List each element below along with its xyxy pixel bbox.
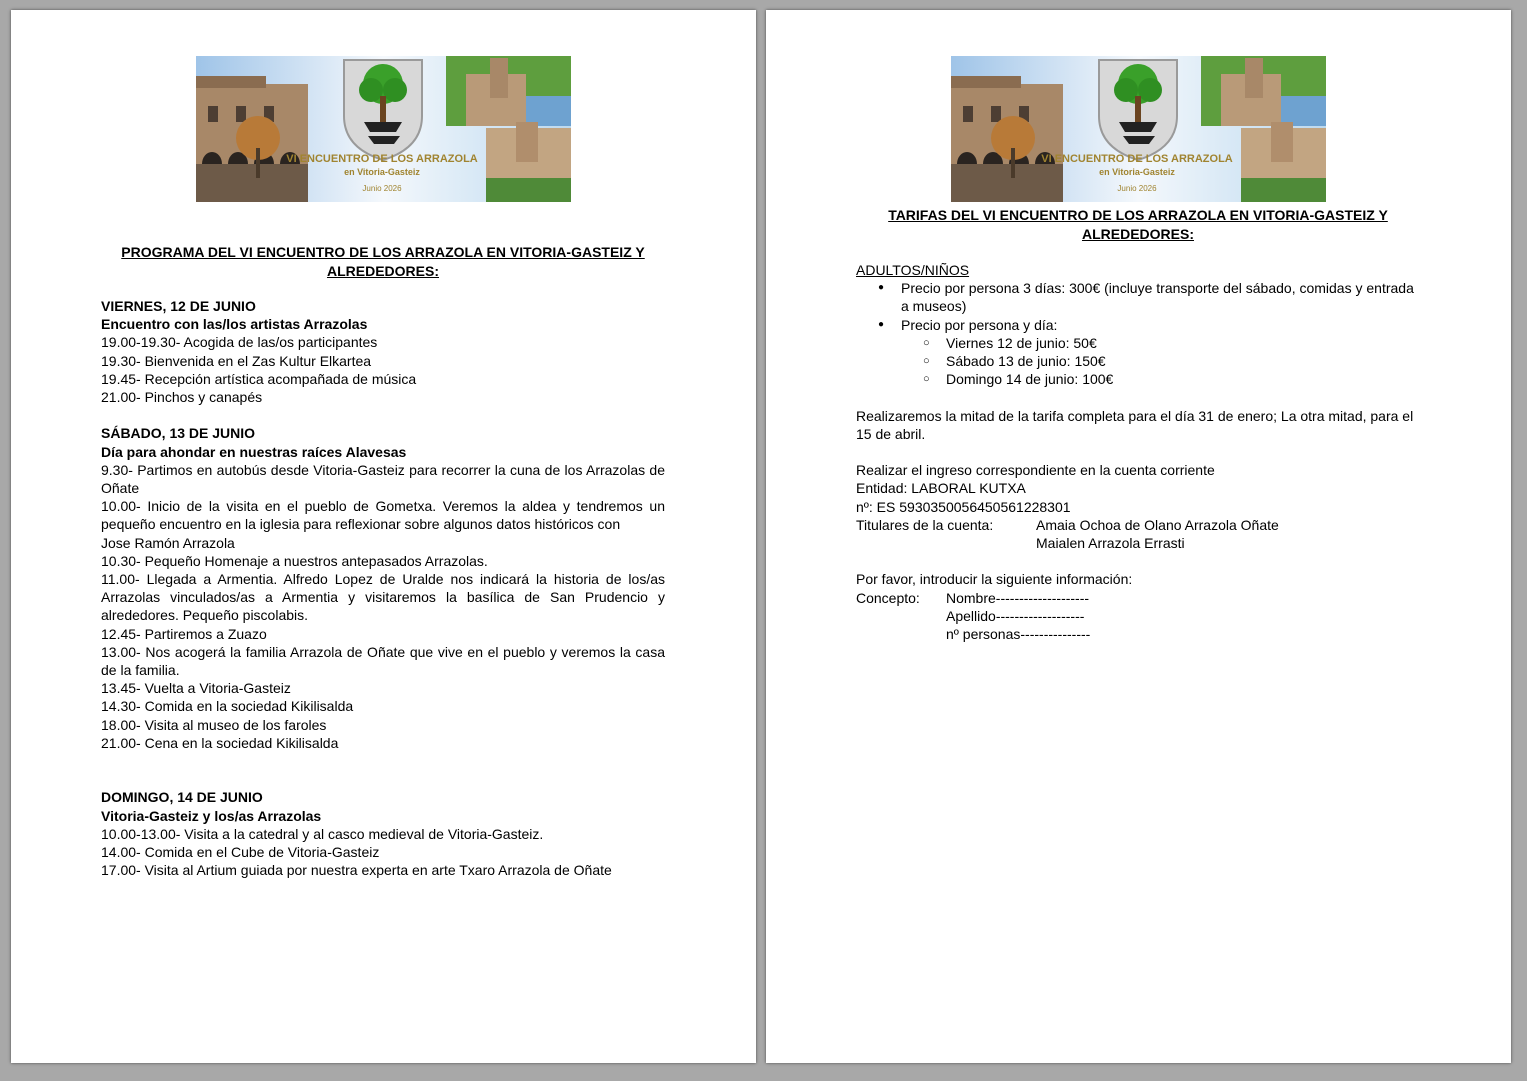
tariffs-body <box>856 261 1422 643</box>
saturday-item: 13.00- Nos acogerá la familia Arrazola de Oñate que vive en el pueblo y veremos la casa de la familia. <box>101 643 665 679</box>
banner-title-line1: VI ENCUENTRO DE LOS ARRAZOLA <box>1041 153 1233 165</box>
tariffs-title-line2: ALREDEDORES: <box>1081 226 1194 242</box>
program-title-line1: PROGRAMA DEL VI ENCUENTRO DE LOS ARRAZOLA EN VITORIA-GASTEIZ Y <box>121 244 645 260</box>
saturday-item: 18.00- Visita al museo de los faroles <box>101 716 327 733</box>
saturday-subtitle: Día para ahondar en nuestras raíces Alavesas <box>101 443 407 460</box>
saturday-item: 9.30- Partimos en autobús desde Vitoria-Gasteiz para recorrer la cuna de los Arrazolas de Oñate <box>101 461 665 497</box>
friday-item: 19.00-19.30- Acogida de las/os participantes <box>101 334 378 351</box>
program-body <box>101 297 665 879</box>
info-request: Por favor, introducir la siguiente información: <box>856 571 1133 588</box>
saturday-item: 10.30- Pequeño Homenaje a nuestros antepasados Arrazolas. <box>101 552 488 569</box>
account-holder: Maialen Arrazola Errasti <box>1036 535 1185 552</box>
tariffs-title <box>856 206 1420 244</box>
banner-graphic <box>951 56 1326 202</box>
friday-item: 21.00- Pinchos y canapés <box>101 389 263 406</box>
saturday-item: 21.00- Cena en la sociedad Kikilisalda <box>101 734 339 751</box>
concept-field-name: Nombre-------------------- <box>946 589 1090 606</box>
account-holders-values <box>1036 516 1279 552</box>
tariffs-title-line1: TARIFAS DEL VI ENCUENTRO DE LOS ARRAZOLA EN VITORIA-GASTEIZ Y <box>888 207 1388 223</box>
banner-title-line2: en Vitoria-Gasteiz <box>1099 167 1175 177</box>
saturday-item: 11.00- Llegada a Armentia. Alfredo Lopez de Uralde nos indicará la historia de los/as Arrazolas vinculados/as a Armentia y visitaremos la basílica de San Prudencio y alrededores. Pequeño piscolabis. <box>101 571 665 624</box>
friday-heading: VIERNES, 12 DE JUNIO <box>101 298 256 314</box>
price-per-day <box>856 316 1422 389</box>
sunday-subtitle: Vitoria-Gasteiz y los/as Arrazolas <box>101 807 322 824</box>
banner-title-line2: en Vitoria-Gasteiz <box>344 167 420 177</box>
banner-date: Junio 2026 <box>362 184 402 193</box>
daily-price-item: ○ Viernes 12 de junio: 50€ <box>901 334 1422 352</box>
sunday-item: 14.00- Comida en el Cube de Vitoria-Gasteiz <box>101 844 380 861</box>
concept-field-surname: Apellido------------------- <box>946 607 1085 624</box>
payment-note: Realizaremos la mitad de la tarifa completa para el día 31 de enero; La otra mitad, para el 15 de abril. <box>856 407 1414 442</box>
event-banner-image <box>951 56 1326 202</box>
saturday-item: 14.30- Comida en la sociedad Kikilisalda <box>101 698 354 715</box>
friday-item: 19.30- Bienvenida en el Zas Kultur Elkartea <box>101 352 372 369</box>
saturday-item: 10.00- Inicio de la visita en el pueblo de Gometxa. Veremos la aldea y tendremos un pequeño encuentro en la iglesia para reflexionar sobre algunos datos históricos con <box>101 498 665 533</box>
document-page-right <box>766 10 1511 1063</box>
friday-item: 19.45- Recepción artística acompañada de música <box>101 370 417 387</box>
price-3-days: ● Precio por persona 3 días: 300€ (incluye transporte del sábado, comidas y entrada a museos) <box>856 279 1422 315</box>
banner-title-line1: VI ENCUENTRO DE LOS ARRAZOLA <box>286 153 478 165</box>
account-holder: Amaia Ochoa de Olano Arrazola Oñate <box>1036 516 1279 533</box>
concept-field-people: nº personas--------------- <box>946 626 1091 643</box>
bank-account-number: nº: ES 5930350056450561228301 <box>856 498 1071 515</box>
program-title-line2: ALREDEDORES: <box>326 263 439 279</box>
saturday-item: Jose Ramón Arrazola <box>101 534 235 551</box>
concept-row <box>856 589 1422 644</box>
account-holders-row <box>856 516 1422 552</box>
saturday-item: 13.45- Vuelta a Vitoria-Gasteiz <box>101 680 291 697</box>
daily-price-list <box>901 334 1422 389</box>
event-banner-image <box>196 56 571 202</box>
document-page-left <box>11 10 756 1063</box>
price-list <box>856 279 1422 388</box>
saturday-item: 12.45- Partiremos a Zuazo <box>101 625 267 642</box>
account-holders-label: Titulares de la cuenta: <box>856 516 994 533</box>
price-per-day-label: Precio por persona y día: <box>901 316 1058 333</box>
daily-price-item: ○ Domingo 14 de junio: 100€ <box>901 370 1422 388</box>
daily-price-item: ○ Sábado 13 de junio: 150€ <box>901 352 1422 370</box>
adults-children-label: ADULTOS/NIÑOS <box>856 262 970 278</box>
concept-fields <box>946 589 1090 644</box>
program-title <box>101 243 665 281</box>
banner-date: Junio 2026 <box>1117 184 1157 193</box>
friday-subtitle: Encuentro con las/los artistas Arrazolas <box>101 316 368 333</box>
sunday-item: 10.00-13.00- Visita a la catedral y al casco medieval de Vitoria-Gasteiz. <box>101 825 544 842</box>
bank-entity: Entidad: LABORAL KUTXA <box>856 480 1026 497</box>
sunday-heading: DOMINGO, 14 DE JUNIO <box>101 789 263 806</box>
bank-intro: Realizar el ingreso correspondiente en la cuenta corriente <box>856 462 1215 479</box>
saturday-heading: SÁBADO, 13 DE JUNIO <box>101 425 256 442</box>
sunday-item: 17.00- Visita al Artium guiada por nuestra experta en arte Txaro Arrazola de Oñate <box>101 862 612 879</box>
concept-label: Concepto: <box>856 589 920 606</box>
banner-graphic <box>196 56 571 202</box>
